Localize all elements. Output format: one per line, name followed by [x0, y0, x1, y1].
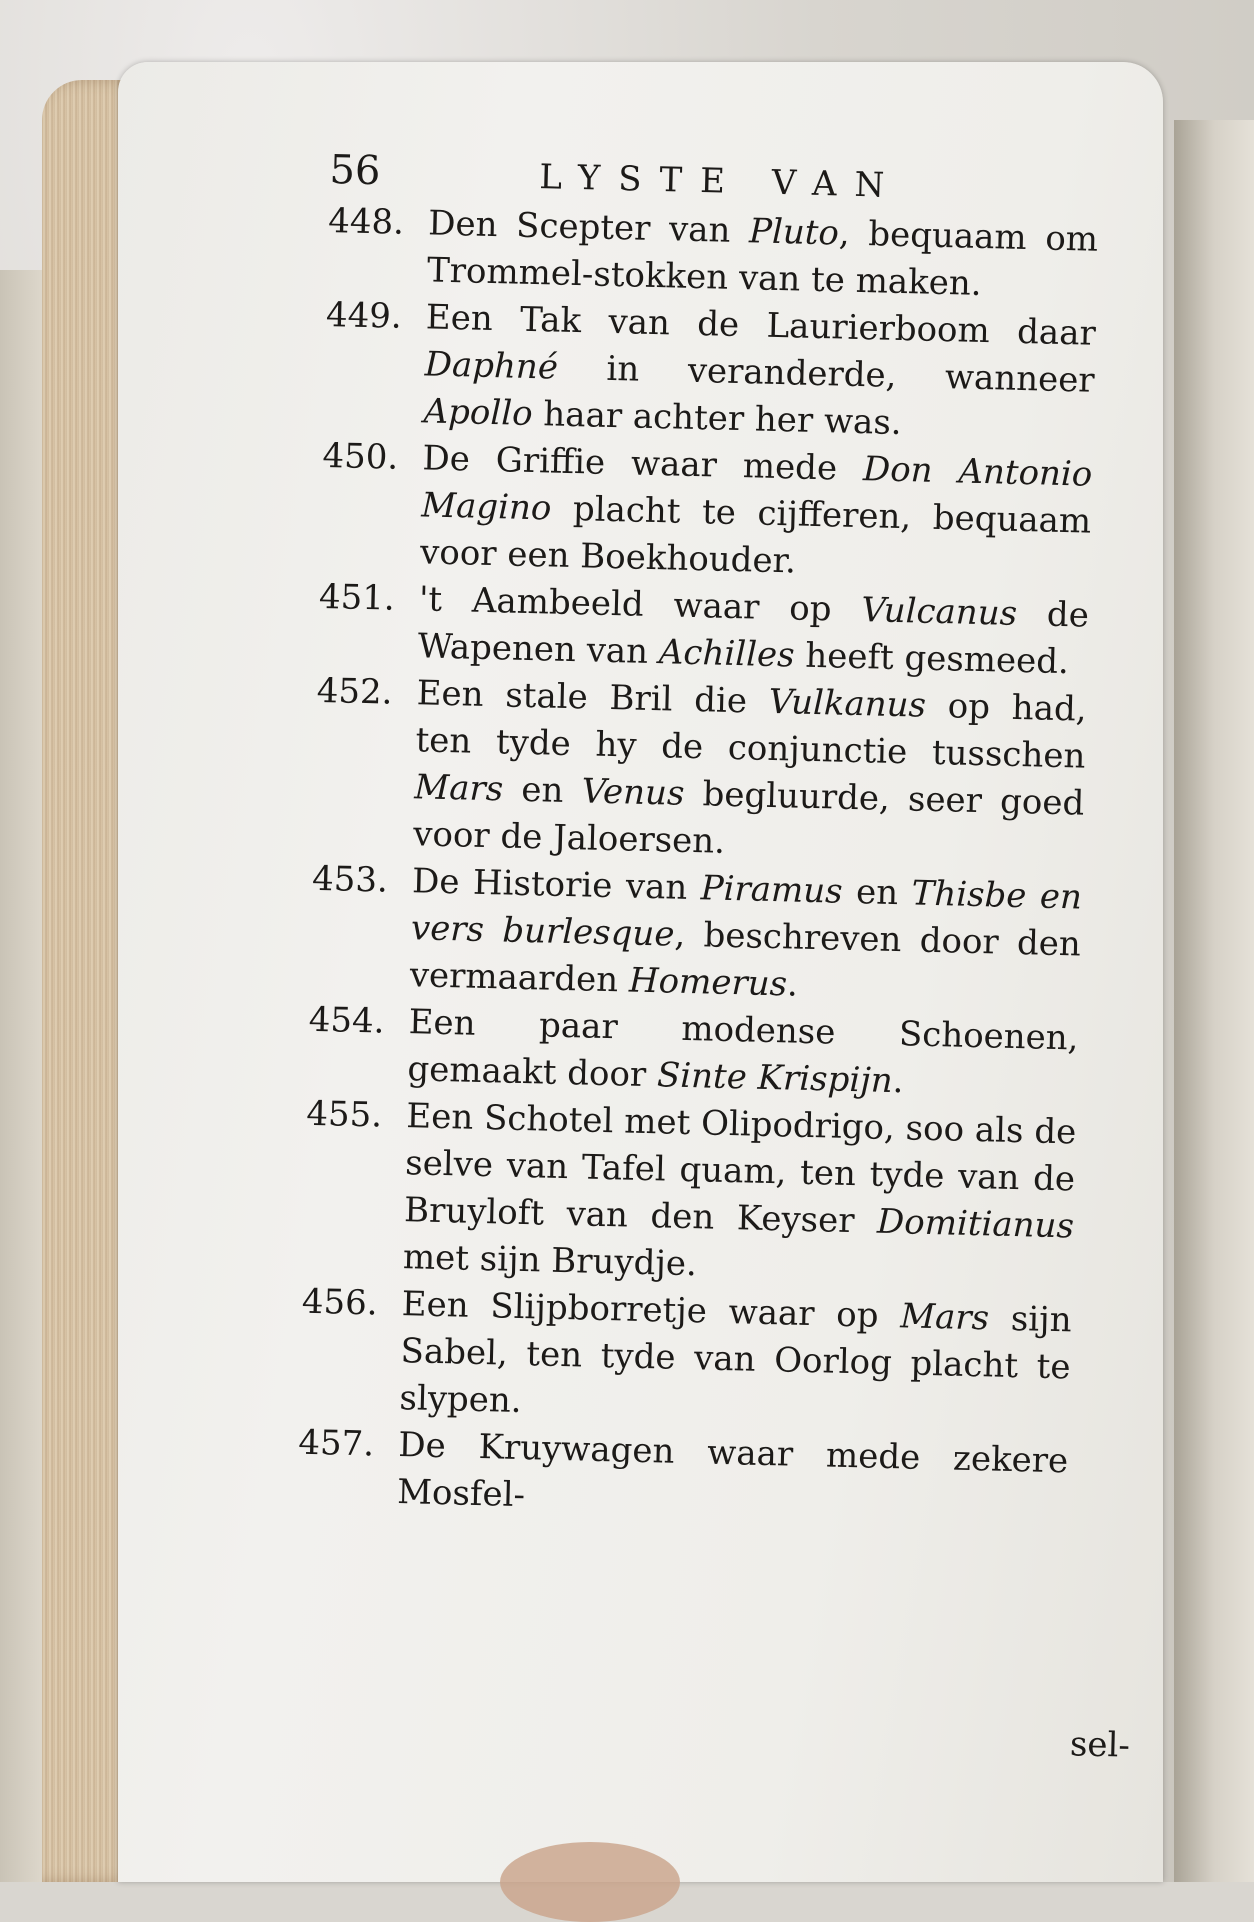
entry-italic-text: Mars: [413, 767, 504, 810]
entry-number: 457.: [297, 1422, 375, 1465]
entry-list: [297, 198, 1129, 1533]
entry-italic-text: Piramus: [700, 868, 844, 912]
entry-italic-text: Domitianus: [876, 1201, 1075, 1247]
entry-text-run: De Historie van: [411, 861, 702, 909]
entry-text-run: sijn Sabel, ten tyde van Oorlog placht te slypen.: [399, 1298, 1073, 1422]
entry-text: [417, 576, 1119, 687]
entry-text: [397, 1422, 1099, 1533]
entry-text-run: haar achter her was.: [532, 394, 903, 444]
entry-italic-text: Vulcanus: [860, 590, 1018, 634]
entry-italic-text: Daphné: [424, 344, 559, 388]
entry-text-run: .: [892, 1061, 904, 1102]
thumb: [500, 1842, 680, 1922]
entry-italic-text: Venus: [581, 771, 685, 814]
entry-number: 449.: [325, 294, 403, 337]
entry-text: [427, 200, 1129, 311]
entry-text-run: De Griffie waar mede: [422, 438, 864, 490]
entry-text: [409, 858, 1112, 1016]
entry-text-run: heeft gesmeed.: [794, 635, 1070, 683]
entry-italic-text: Mars: [899, 1296, 990, 1339]
entry-text-run: Een Tak van de Laurierboom daar: [425, 297, 1097, 354]
catchword: sel-: [1069, 1724, 1131, 1766]
entry-italic-text: Don Antonio Magino: [420, 449, 1093, 529]
entry-text-run: , bequaam om Trommel-stokken van te maken.: [426, 213, 1099, 304]
page-number: 56: [328, 147, 381, 195]
list-item: [309, 856, 1112, 1017]
entry-italic-text: Pluto: [748, 211, 840, 254]
entry-text-run: , beschreven door den vermaarden: [409, 914, 1082, 1001]
entry-text-run: Een paar modense Schoenen, gemaakt door: [407, 1002, 1080, 1096]
entry-number: 451.: [318, 576, 396, 619]
entry-italic-text: Homerus: [628, 960, 788, 1005]
entry-text-run: de Wapenen van: [417, 593, 1090, 673]
list-item: [320, 433, 1123, 594]
entry-text-run: placht te cijfferen, bequaam voor een Boekhouder.: [419, 488, 1092, 582]
entry-text: [402, 1093, 1106, 1298]
entry-number: 454.: [308, 999, 385, 1042]
page-text-block: [297, 147, 1130, 1533]
entry-text-run: .: [786, 964, 799, 1005]
entry-text-run: Een stale Bril die: [416, 673, 770, 722]
entry-number: 456.: [301, 1281, 379, 1324]
entry-italic-text: Apollo: [423, 391, 534, 435]
adjacent-book-edge: [1174, 120, 1254, 1882]
entry-text-run: Den Scepter van: [427, 203, 750, 252]
entry-number: 455.: [305, 1093, 383, 1136]
entry-number: 448.: [327, 200, 405, 243]
list-item: [297, 1420, 1099, 1534]
entry-text: [420, 435, 1123, 593]
entry-number: 452.: [316, 670, 393, 713]
entry-number: 450.: [322, 435, 399, 478]
entry-number: 453.: [311, 858, 389, 901]
entry-text-run: begluurde, seer goed voor de Jaloersen.: [412, 773, 1085, 862]
entry-italic-text: Vulkanus: [768, 681, 927, 726]
list-item: [313, 668, 1117, 875]
entry-text: [423, 294, 1126, 452]
entry-text-run: De Kruywagen waar mede zekere Mosfel-: [396, 1425, 1069, 1516]
entry-text-run: en: [842, 871, 913, 914]
running-head-title: LYSTE VAN: [538, 157, 903, 206]
entry-text-run: met sijn Bruydje.: [402, 1237, 698, 1285]
entry-text: [407, 999, 1109, 1110]
entry-italic-text: Thisbe en vers burlesque: [410, 873, 1083, 955]
list-item: [302, 1091, 1106, 1298]
entry-text: [399, 1281, 1102, 1439]
list-item: [323, 292, 1126, 453]
entry-text-run: 't Aambeeld waar op: [418, 579, 862, 631]
entry-text-run: op had, ten tyde hy de conjunctie tusschen: [415, 685, 1088, 777]
entry-text: [413, 670, 1117, 875]
entry-italic-text: Achilles: [658, 632, 796, 676]
entry-italic-text: Sinte Krispijn: [656, 1055, 894, 1102]
entry-text-run: in veranderde, wanneer: [557, 347, 1096, 401]
entry-text-run: en: [502, 769, 583, 812]
entry-text-run: Een Schotel met Olipodrigo, soo als de selve van Tafel quam, ten tyde van de Bruyloft van den Keyser: [403, 1096, 1077, 1242]
list-item: [299, 1279, 1102, 1440]
entry-text-run: Een Slijpborretje waar op: [401, 1284, 901, 1337]
